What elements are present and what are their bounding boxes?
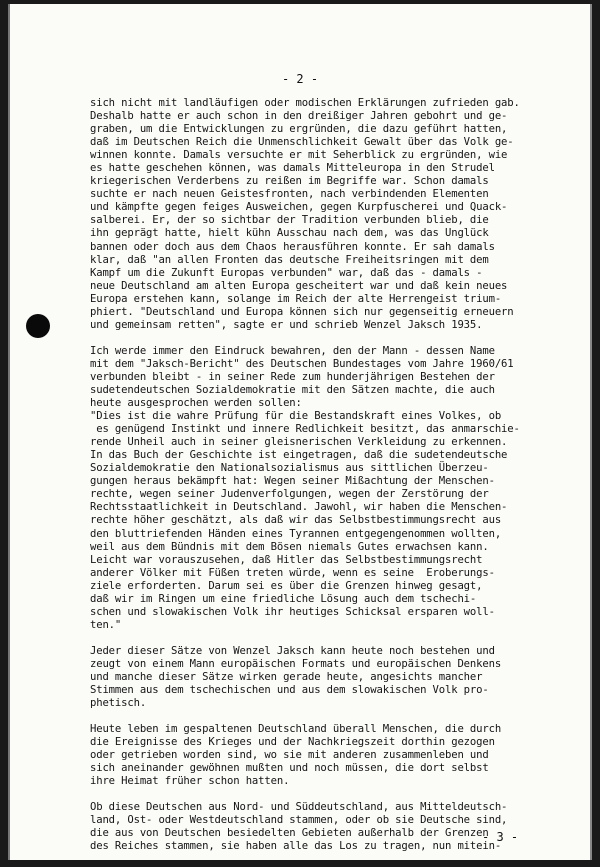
paragraph — [90, 801, 582, 853]
text-line: Kampf um die Zukunft Europas verbunden" war, daß das - damals - — [90, 266, 483, 279]
text-line: Sozialdemokratie den Nationalsozialismus aus sittlichen Überzeu- — [90, 462, 489, 475]
text-line: winnen konnte. Damals versuchte er mit Seherblick zu ergründen, wie — [90, 149, 508, 162]
text-line: phiert. "Deutschland und Europa können sich nur gegenseitig erneuern — [90, 305, 514, 318]
paragraph — [90, 723, 582, 788]
text-line: suchte er nach neuen Geistesfronten, nach verbindenden Elementen — [90, 188, 489, 201]
text-line: sich aneinander gewöhnen mußten und noch müssen, die dort selbst — [90, 762, 489, 775]
text-line: daß wir im Ringen um eine friedliche Lösung auch dem tschechi- — [90, 592, 477, 605]
text-line: und kämpfte gegen feiges Ausweichen, gegen Kurpfuscherei und Quack- — [90, 201, 508, 214]
text-line: gungen heraus bekämpft hat: Wegen seiner Mißachtung der Menschen- — [90, 475, 495, 488]
text-line: mit dem "Jaksch-Bericht" des Deutschen Bundestages vom Jahre 1960/61 — [90, 357, 514, 370]
text-line: ihre Heimat früher schon hatten. — [90, 775, 290, 788]
text-line: rende Unheil auch in seiner gleisnerischen Verkleidung zu erkennen. — [90, 436, 508, 449]
text-line: die aus von Deutschen besiedelten Gebieten außerhalb der Grenzen — [90, 827, 489, 840]
text-line: und gemeinsam retten", sagte er und schrieb Wenzel Jaksch 1935. — [90, 318, 483, 331]
document-page — [8, 4, 592, 860]
text-line: heute ausgesprochen werden sollen: — [90, 397, 302, 410]
text-line: Leicht war vorauszusehen, daß Hitler das Selbstbestimmungsrecht — [90, 553, 483, 566]
text-line: Ich werde immer den Eindruck bewahren, den der Mann - dessen Name — [90, 344, 495, 357]
text-line: klar, daß "an allen Fronten das deutsche Freiheitsringen mit dem — [90, 253, 489, 266]
text-line: Ob diese Deutschen aus Nord- und Süddeutschland, aus Mitteldeutsch- — [90, 801, 508, 814]
text-line: graben, um die Entwicklungen zu ergründen, die dazu geführt hatten, — [90, 123, 508, 136]
text-line: oder getrieben worden sind, wo sie mit anderen zusammenleben und — [90, 749, 489, 762]
text-line: schen und slowakischen Volk ihr heutiges Schicksal ersparen woll- — [90, 605, 495, 618]
paragraph — [90, 345, 582, 632]
text-line: zeugt von einem Mann europäischen Formats und europäischen Denkens — [90, 657, 502, 670]
paragraph — [90, 97, 582, 332]
text-line: es genügend Instinkt und innere Redlichkeit besitzt, das anmarschie- — [90, 423, 520, 436]
next-page-marker: - 3 - — [482, 830, 519, 844]
text-line: "Dies ist die wahre Prüfung für die Bestandskraft eines Volkes, ob — [90, 410, 502, 423]
document-body — [90, 97, 582, 867]
text-line: rechte, wegen seiner Judenverfolgungen, wegen der Zerstörung der — [90, 488, 489, 501]
text-line: rechte höher geschätzt, als daß wir das Selbstbestimmungsrecht aus — [90, 514, 502, 527]
text-line: Deshalb hatte er auch schon in den dreißiger Jahren gebohrt und ge- — [90, 110, 508, 123]
text-line: den bluttriefenden Händen eines Tyrannen entgegengenommen wollten, — [90, 527, 502, 540]
text-line: sich nicht mit landläufigen oder modischen Erklärungen zufrieden gab. — [90, 97, 520, 109]
text-line: daß im Deutschen Reich die Unmenschlichkeit Gewalt über das Volk ge- — [90, 136, 514, 149]
text-line: bannen oder doch aus dem Chaos herausführen konnte. Er sah damals — [90, 240, 495, 253]
text-line: ten." — [90, 618, 122, 631]
text-line: Rechtsstaatlichkeit in Deutschland. Jawohl, wir haben die Menschen- — [90, 501, 508, 514]
text-line: es hatte geschehen können, was damals Mitteleuropa in den Strudel — [90, 162, 495, 175]
text-line: ihn geprägt hatte, hielt kühn Ausschau nach dem, was das Unglück — [90, 227, 489, 240]
text-line: Heute leben im gespaltenen Deutschland überall Menschen, die durch — [90, 723, 502, 736]
text-line: Stimmen aus dem tschechischen und aus dem slowakischen Volk pro- — [90, 684, 489, 697]
text-line: anderer Völker mit Füßen treten würde, wenn es seine Eroberungs- — [90, 566, 495, 579]
page-number: - 2 - — [281, 72, 319, 86]
text-line: salberei. Er, der so sichtbar der Tradition verbunden blieb, die — [90, 214, 489, 227]
text-line: ziele erforderten. Darum sei es über die Grenzen hinweg gesagt, — [90, 579, 483, 592]
text-line: weil aus dem Bündnis mit dem Bösen niemals Gutes erwachsen kann. — [90, 540, 489, 553]
text-line: die Ereignisse des Krieges und der Nachkriegszeit dorthin gezogen — [90, 736, 495, 749]
text-line: land, Ost- oder Westdeutschland stammen, oder ob sie Deutsche sind, — [90, 814, 508, 827]
paragraph — [90, 645, 582, 710]
text-line: phetisch. — [90, 697, 147, 710]
text-line: Europa erstehen kann, solange im Reich der alte Herrengeist trium- — [90, 292, 502, 305]
text-line: Jeder dieser Sätze von Wenzel Jaksch kann heute noch bestehen und — [90, 644, 495, 657]
text-line: sudetendeutschen Sozialdemokratie mit den Sätzen machte, die auch — [90, 383, 495, 396]
text-line: des Reiches stammen, sie haben alle das Los zu tragen, nun mitein- — [90, 840, 502, 853]
text-line: verbunden bleibt - in seiner Rede zum hunderjährigen Bestehen der — [90, 370, 495, 383]
text-line: und manche dieser Sätze wirken gerade heute, angesichts mancher — [90, 670, 483, 683]
text-line: In das Buch der Geschichte ist eingetragen, daß die sudetendeutsche — [90, 449, 508, 462]
punch-hole — [26, 314, 50, 338]
text-line: neue Deutschland am alten Europa gescheitert war und daß kein neues — [90, 279, 508, 292]
text-line: kriegerischen Verderbens zu reißen im Begriffe war. Schon damals — [90, 175, 489, 188]
